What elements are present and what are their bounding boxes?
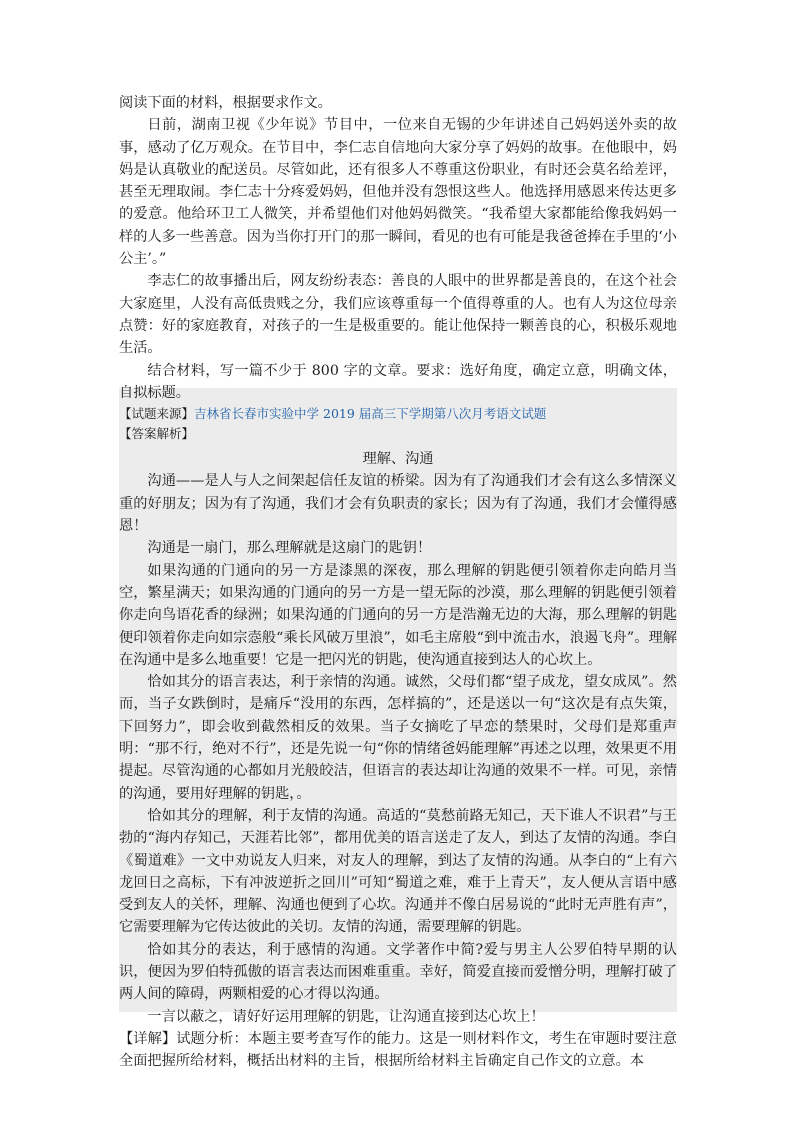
- source-label: 【试题来源】: [119, 406, 195, 422]
- prompt-paragraph-3: 结合材料，写一篇不少于 800 字的文章。要求：选好角度，确定立意，明确文体，自拟标题。: [119, 362, 677, 401]
- detail-paragraph: [119, 1028, 677, 1073]
- essay-paragraph-3: 如果沟通的门通向的另一方是漆黑的深夜，那么理解的钥匙便引领着你走向皓月当空，繁星满天；如果沟通的门通向的另一方是一望无际的沙漠，那么理解的钥匙便引领着你走向鸟语花香的绿洲；如果沟通的门通向的另一方是浩瀚无边的大海，那么理解的钥匙便印领着你走向如宗悫般“乘长风破万里浪”，如毛主席般“到中流击水，浪遏飞舟”。理解在沟通中是多么地重要！它是一把闪光的钥匙，使沟通直接到达人的心坎上。: [119, 562, 677, 668]
- essay-paragraph-5: 恰如其分的理解，利于友情的沟通。高适的“莫愁前路无知己，天下谁人不识君”与王勃的“海内存知己，天涯若比邻”，都用优美的语言送走了友人，到达了友情的沟通。李白《蜀道难》一文中劝说友人归来，对友人的理解，到达了友情的沟通。从李白的“上有六龙回日之高标，下有冲波逆折之回川”可知“蜀道之难，难于上青天”，友人便从言语中感受到友人的关怀，理解、沟通也便到了心坎。沟通并不像白居易说的“此时无声胜有声”，它需要理解为它传达彼此的关切。友情的沟通，需要理解的钥匙。: [119, 807, 677, 936]
- prompt-intro: 阅读下面的材料，根据要求作文。: [119, 95, 332, 111]
- document-page: [119, 92, 677, 1072]
- prompt-paragraph-2: 李志仁的故事播出后，网友纷纷表态：善良的人眼中的世界都是善良的，在这个社会大家庭里，人没有高低贵贱之分，我们应该尊重每一个值得尊重的人。也有人为这位母亲点赞：好的家庭教育，对孩子的一生是极重要的。能让他保持一颗善良的心，积极乐观地生活。: [119, 273, 677, 357]
- essay-title: 理解、沟通: [362, 451, 434, 468]
- essay-paragraph-2: 沟通是一扇门，那么理解就是这扇门的匙钥！: [147, 540, 432, 557]
- source-link[interactable]: 吉林省长春市实验中学 2019 届高三下学期第八次月考语文试题: [194, 406, 547, 422]
- essay-paragraph-7: 一言以蔽之，请好好运用理解的钥匙，让沟通直接到达心坎上！: [147, 1008, 545, 1025]
- analysis-label: 【答案解析】: [119, 426, 195, 442]
- detail-label: 【详解】: [119, 1030, 177, 1047]
- source-line: [119, 404, 677, 424]
- prompt-paragraph-1: 日前，湖南卫视《少年说》节目中，一位来自无锡的少年讲述自己妈妈送外卖的故事，感动了亿万观众。在节目中，李仁志自信地向大家分享了妈妈的故事。在他眼中，妈妈是认真敬业的配送员。尽管如此，还有很多人不尊重这份职业，有时还会莫名给差评，甚至无理取闹。李仁志十分疼爱妈妈，但他并没有怨恨这些人。他选择用感恩来传达更多的爱意。他给环卫工人微笑，并希望他们对他妈妈微笑。“我希望大家都能给像我妈妈一样的人多一些善意。因为当你打开门的那一瞬间，看见的也有可能是我爸爸捧在手里的‘小公主’。”: [119, 117, 677, 268]
- essay-paragraph-4: 恰如其分的语言表达，利于亲情的沟通。诚然，父母们都“望子成龙，望女成凤”。然而，当子女跌倒时，是痛斥“没用的东西，怎样搞的”，还是送以一句“这次是有点失策，下回努力”，即会收到截然相反的效果。当子女摘吃了早恋的禁果时，父母们是郑重声明：“那不行，绝对不行”，还是先说一句“你的情绪爸妈能理解”再述之以理，效果更不用提起。尽管沟通的心都如月光般皎洁，但语言的表达却让沟通的效果不一样。可见，亲情的沟通，要用好理解的钥匙，。: [119, 674, 677, 802]
- detail-text: 试题分析：本题主要考查写作的能力。这是一则材料作文，考生在审题时要注意全面把握所给材料，概括出材料的主旨，根据所给材料主旨确定自己作文的立意。本: [119, 1030, 677, 1070]
- essay-paragraph-6: 恰如其分的表达，利于感情的沟通。文学著作中简?爱与男主人公罗伯特早期的认识，便因为罗伯特孤傲的语言表达而困难重重。幸好，简爱直接而爱憎分明，理解打破了两人间的障碍，两颗相爱的心才得以沟通。: [119, 941, 677, 1003]
- answer-section: [119, 404, 677, 1072]
- essay-paragraph-1: 沟通——是人与人之间架起信任友谊的桥梁。因为有了沟通我们才会有这么多情深义重的好朋友；因为有了沟通，我们才会有负职责的家长；因为有了沟通，我们才会懂得感恩！: [119, 473, 677, 535]
